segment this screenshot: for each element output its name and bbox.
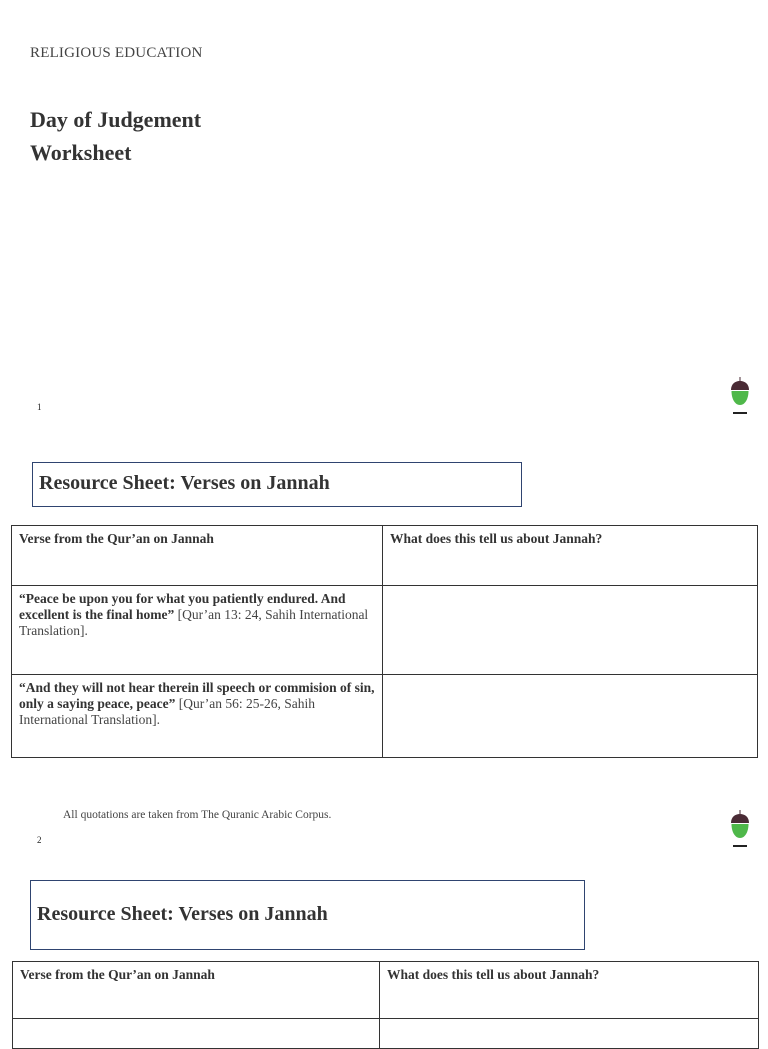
verse-source: [Qur’an 13: 24, Sahih International Translation]. (19, 607, 369, 638)
answer-cell[interactable] (383, 675, 758, 758)
table-header-row (12, 526, 758, 586)
column-header-meaning: What does this tell us about Jannah? (380, 962, 759, 1019)
resource-title: Resource Sheet: Verses on Jannah (37, 903, 328, 925)
acorn-logo-icon (729, 809, 751, 849)
verses-table (12, 961, 759, 1049)
answer-cell[interactable] (380, 1019, 759, 1049)
table-header-row (13, 962, 759, 1019)
resource-title-box (30, 880, 585, 950)
verse-quote: “Peace be upon you for what you patiently endured. And excellent is the final home” (19, 591, 346, 622)
subject-label: RELIGIOUS EDUCATION (30, 45, 203, 61)
verse-cell (13, 1019, 380, 1049)
verse-cell (12, 675, 383, 758)
column-header-meaning: What does this tell us about Jannah? (383, 526, 758, 586)
resource-title-box (32, 462, 522, 507)
page-number: 1 (37, 402, 42, 412)
verse-source: [Qur’an 56: 25-26, Sahih International Translation]. (19, 696, 315, 727)
title-line-1: Day of Judgement (30, 107, 202, 132)
answer-cell[interactable] (383, 586, 758, 675)
column-header-verse: Verse from the Qur’an on Jannah (13, 962, 380, 1019)
resource-title: Resource Sheet: Verses on Jannah (39, 472, 330, 494)
table-row (12, 586, 758, 675)
title-line-2: Worksheet (30, 140, 132, 165)
verse-quote: “And they will not hear therein ill speech or commision of sin, only a saying peace, peace” (19, 680, 375, 711)
column-header-verse: Verse from the Qur’an on Jannah (12, 526, 383, 586)
verse-cell (12, 586, 383, 675)
verses-table (11, 525, 758, 758)
table-row (12, 675, 758, 758)
table-row (13, 1019, 759, 1049)
footnote: All quotations are taken from The Quranic Arabic Corpus. (63, 809, 332, 821)
acorn-logo-icon (729, 376, 751, 416)
page-number: 2 (37, 835, 42, 845)
page-title (30, 103, 201, 169)
